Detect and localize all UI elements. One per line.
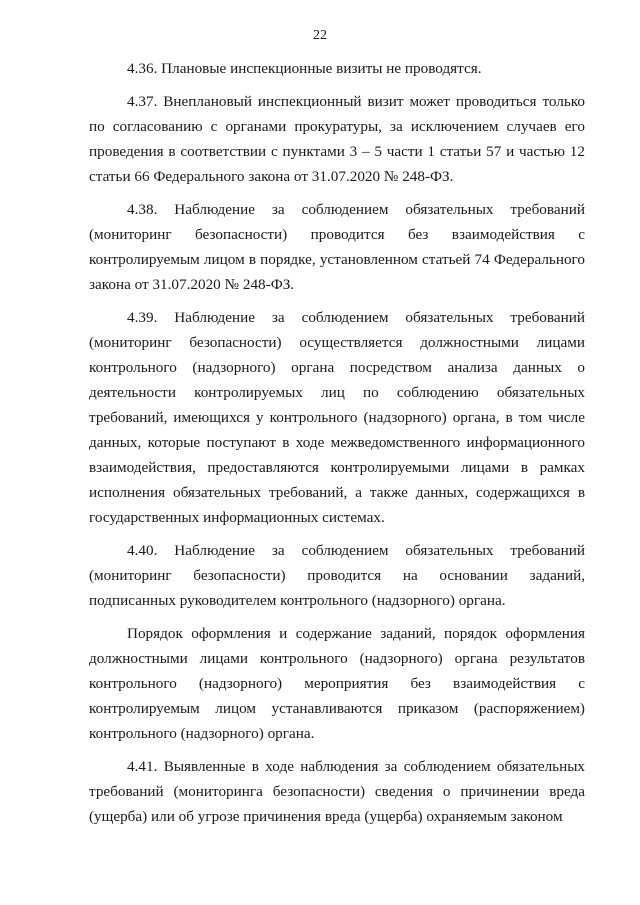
paragraph-4-38: 4.38. Наблюдение за соблюдением обязательных требований (мониторинг безопасности) проводится без взаимодействия с контролируемым лицом в порядке, установленном статьей 74 Федерального закона от 31.07.2020 № 248-ФЗ. [89, 201, 585, 293]
page-number: 22 [313, 28, 327, 43]
paragraph-4-39: 4.39. Наблюдение за соблюдением обязательных требований (мониторинг безопасности) осуществляется должностными лицами контрольного (надзорного) органа посредством анализа данных о деятельности контролируемых лиц по соблюдению обязательных требований, имеющихся у контрольного (надзорного) органа, в том числе данных, которые поступают в ходе межведомственного информационного взаимодействия, предоставляются контролируемыми лицами в рамках исполнения обязательных требований, а также данных, содержащихся в государственных информационных системах. [89, 309, 585, 526]
document-body [89, 56, 585, 829]
paragraph-4-37: 4.37. Внеплановый инспекционный визит может проводиться только по согласованию с органами прокуратуры, за исключением случаев его проведения в соответствии с пунктами 3 – 5 части 1 статьи 57 и частью 12 статьи 66 Федерального закона от 31.07.2020 № 248-ФЗ. [89, 93, 585, 185]
paragraph-task-procedure: Порядок оформления и содержание заданий, порядок оформления должностными лицами контрольного (надзорного) органа результатов контрольного (надзорного) мероприятия без взаимодействия с контролируемым лицом устанавливаются приказом (распоряжением) контрольного (надзорного) органа. [89, 625, 585, 742]
paragraph-4-40: 4.40. Наблюдение за соблюдением обязательных требований (мониторинг безопасности) проводится на основании заданий, подписанных руководителем контрольного (надзорного) органа. [89, 542, 585, 609]
paragraph-4-36: 4.36. Плановые инспекционные визиты не проводятся. [127, 60, 482, 77]
paragraph-4-41: 4.41. Выявленные в ходе наблюдения за соблюдением обязательных требований (мониторинга безопасности) сведения о причинении вреда (ущерба) или об угрозе причинения вреда (ущерба) охраняемым законом [89, 758, 585, 825]
